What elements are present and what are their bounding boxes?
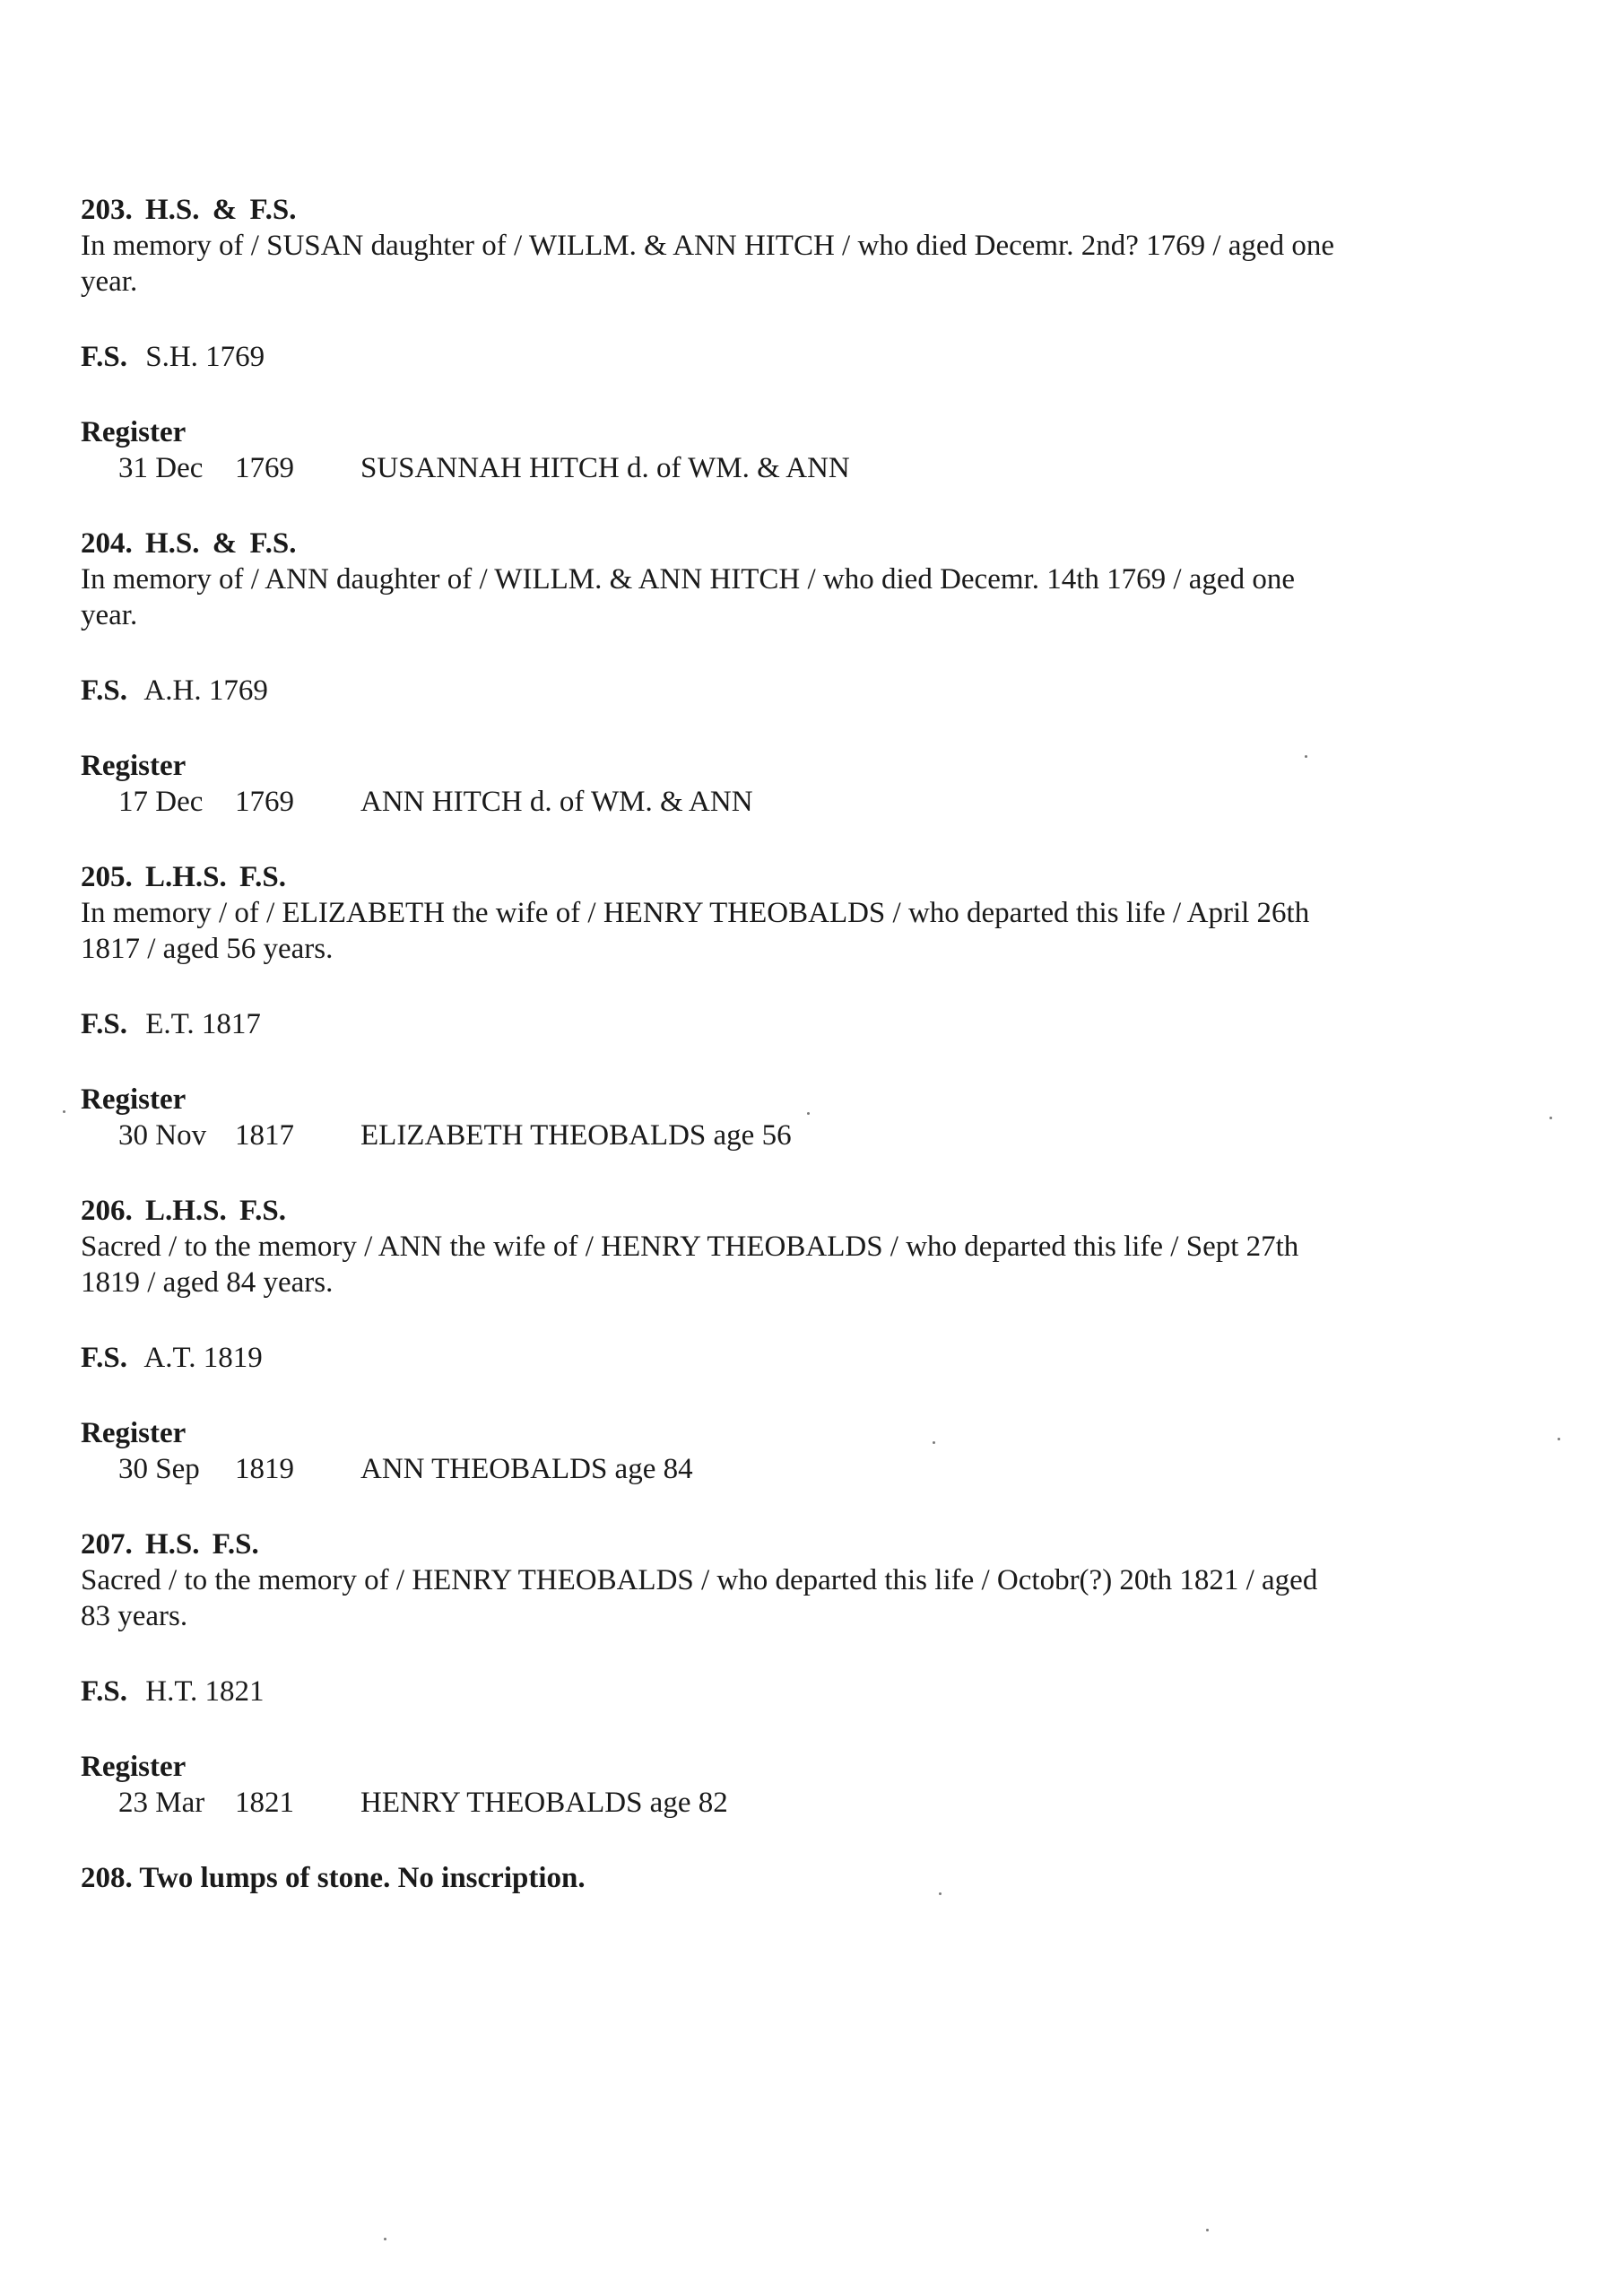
footstone-label: F.S. — [81, 1342, 127, 1374]
register-name: ANN THEOBALDS age 84 — [360, 1453, 693, 1485]
entry-inscription: In memory / of / ELIZABETH the wife of / HENRY THEOBALDS / who departed this life / April 26th 1817 / aged 56 years. — [81, 897, 1310, 965]
scan-speck — [1305, 755, 1307, 758]
scan-speck — [807, 1112, 810, 1115]
register-date: 31 Dec — [118, 452, 204, 484]
footstone-line — [81, 339, 1551, 375]
footstone-initials: A.H. 1769 — [143, 674, 268, 707]
register-title: Register — [81, 1417, 187, 1449]
footstone-label: F.S. — [81, 1008, 127, 1040]
register-year: 1817 — [235, 1119, 294, 1152]
entry-203 — [81, 192, 1551, 486]
scan-speck — [1558, 1438, 1560, 1440]
entry-heading: 203. H.S. & F.S. — [81, 194, 297, 226]
scan-speck — [384, 2238, 386, 2240]
entry-heading: 206. L.H.S. F.S. — [81, 1195, 287, 1227]
register-title: Register — [81, 416, 187, 448]
entry-heading: 205. L.H.S. F.S. — [81, 861, 287, 893]
footstone-label: F.S. — [81, 1675, 127, 1708]
register-name: ANN HITCH d. of WM. & ANN — [360, 786, 753, 818]
register-row — [81, 784, 1551, 820]
footstone-label: F.S. — [81, 341, 127, 373]
register-title: Register — [81, 750, 187, 782]
register-date: 30 Nov — [118, 1119, 207, 1152]
footstone-line — [81, 673, 1551, 709]
entry-inscription: Sacred / to the memory of / HENRY THEOBALDS / who departed this life / Octobr(?) 20th 1821 / aged 83 years. — [81, 1564, 1318, 1632]
register-title: Register — [81, 1751, 187, 1783]
register-date: 17 Dec — [118, 786, 204, 818]
register-name: SUSANNAH HITCH d. of WM. & ANN — [360, 452, 850, 484]
scan-speck — [1549, 1117, 1552, 1119]
footstone-initials: H.T. 1821 — [145, 1675, 265, 1708]
entry-inscription: In memory of / ANN daughter of / WILLM. & ANN HITCH / who died Decemr. 14th 1769 / aged one year. — [81, 563, 1295, 631]
entry-208: 208. Two lumps of stone. No inscription. — [81, 1862, 586, 1894]
footstone-line — [81, 1006, 1551, 1042]
register-row — [81, 450, 1551, 486]
register-date: 23 Mar — [118, 1787, 205, 1819]
document-page — [81, 192, 1551, 1896]
register-row — [81, 1118, 1551, 1153]
register-year: 1821 — [235, 1787, 294, 1819]
scan-speck — [63, 1110, 65, 1113]
entry-206 — [81, 1193, 1551, 1487]
register-title: Register — [81, 1083, 187, 1116]
register-name: ELIZABETH THEOBALDS age 56 — [360, 1119, 792, 1152]
entry-heading: 204. H.S. & F.S. — [81, 527, 297, 560]
footstone-label: F.S. — [81, 674, 127, 707]
footstone-initials: S.H. 1769 — [145, 341, 265, 373]
entry-heading: 207. H.S. F.S. — [81, 1528, 259, 1561]
register-year: 1819 — [235, 1453, 294, 1485]
footstone-initials: A.T. 1819 — [143, 1342, 263, 1374]
footstone-initials: E.T. 1817 — [145, 1008, 261, 1040]
register-date: 30 Sep — [118, 1453, 200, 1485]
register-row — [81, 1451, 1551, 1487]
scan-speck — [933, 1441, 935, 1444]
entry-207 — [81, 1526, 1551, 1821]
scan-speck — [939, 1892, 942, 1895]
footstone-line — [81, 1674, 1551, 1709]
entry-204 — [81, 526, 1551, 820]
register-year: 1769 — [235, 452, 294, 484]
footstone-line — [81, 1340, 1551, 1376]
entry-inscription: In memory of / SUSAN daughter of / WILLM. & ANN HITCH / who died Decemr. 2nd? 1769 / aged one year. — [81, 230, 1334, 298]
scan-speck — [1206, 2229, 1209, 2231]
register-year: 1769 — [235, 786, 294, 818]
entry-inscription: Sacred / to the memory / ANN the wife of / HENRY THEOBALDS / who departed this life / Sept 27th 1819 / aged 84 years. — [81, 1231, 1299, 1299]
register-row — [81, 1785, 1551, 1821]
entry-205 — [81, 859, 1551, 1153]
register-name: HENRY THEOBALDS age 82 — [360, 1787, 728, 1819]
